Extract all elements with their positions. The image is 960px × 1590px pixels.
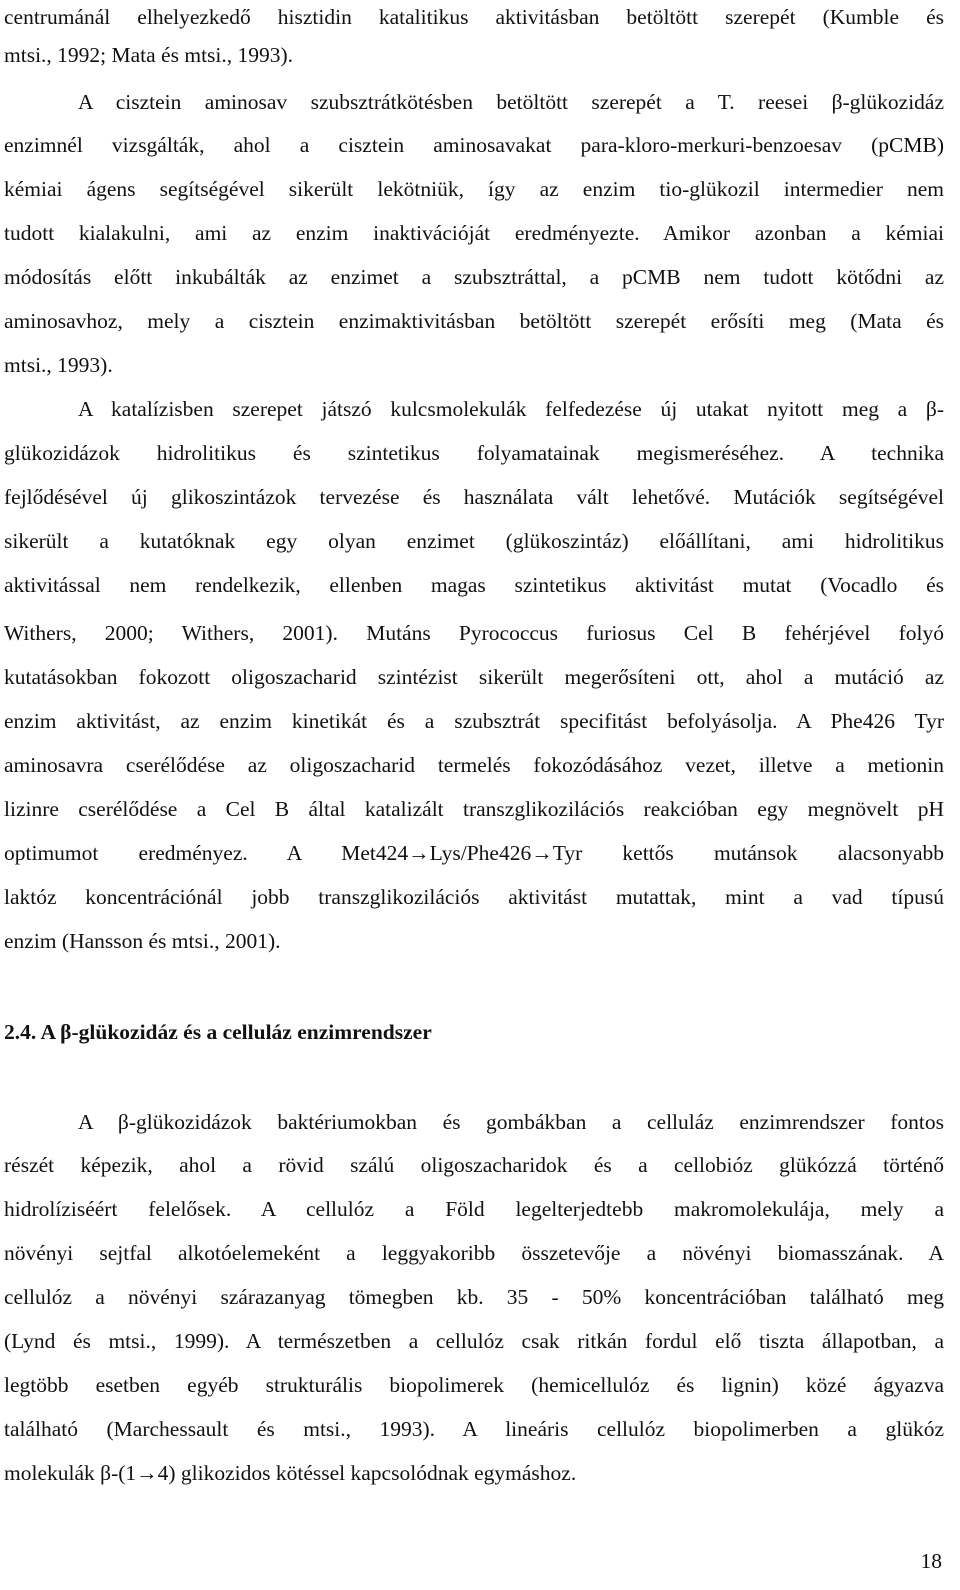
section-heading: 2.4. A β-glükozidáz és a celluláz enzimrendszer [4, 1020, 432, 1044]
text-line: cellulóz a növényi szárazanyag tömegben kb. 35 - 50% koncentrációban található meg [4, 1285, 944, 1309]
text-line: található (Marchessault és mtsi., 1993). A lineáris cellulóz biopolimerben a glükóz [4, 1417, 944, 1441]
text-line: kémiai ágens segítségével sikerült lekötniük, így az enzim tio-glükozil intermedier nem [4, 177, 944, 201]
text-line: tudott kialakulni, ami az enzim inaktivációját eredményezte. Amikor azonban a kémiai [4, 221, 944, 245]
text-line: lizinre cserélődése a Cel B által katalizált transzglikozilációs reakcióban egy megnövelt pH [4, 797, 944, 821]
text-line: molekulák β-(1→4) glikozidos kötéssel kapcsolódnak egymáshoz. [4, 1461, 577, 1485]
text-line: növényi sejtfal alkotóelemeként a leggyakoribb összetevője a növényi biomasszának. A [4, 1241, 944, 1265]
text-line: mtsi., 1993). [4, 353, 113, 377]
text-line: enzimnél vizsgálták, ahol a cisztein aminosavakat para-kloro-merkuri-benzoesav (pCMB) [4, 133, 944, 157]
text-line: aminosavra cserélődése az oligoszacharid termelés fokozódásához vezet, illetve a metionin [4, 753, 944, 777]
text-line: laktóz koncentrációnál jobb transzglikozilációs aktivitást mutattak, mint a vad típusú [4, 885, 944, 909]
text-line: mtsi., 1992; Mata és mtsi., 1993). [4, 43, 294, 67]
text-line: (Lynd és mtsi., 1999). A természetben a cellulóz csak ritkán fordul elő tiszta állapotban, a [4, 1329, 944, 1353]
text-line: kutatásokban fokozott oligoszacharid szintézist sikerült megerősíteni ott, ahol a mutáció az [4, 665, 944, 689]
text-line: glükozidázok hidrolitikus és szintetikus folyamatainak megismeréséhez. A technika [4, 441, 944, 465]
text-line: enzim (Hansson és mtsi., 2001). [4, 929, 281, 953]
text-line: Withers, 2000; Withers, 2001). Mutáns Pyrococcus furiosus Cel B fehérjével folyó [4, 621, 944, 645]
text-line: módosítás előtt inkubálták az enzimet a szubsztráttal, a pCMB nem tudott kötődni az [4, 265, 944, 289]
text-line: centrumánál elhelyezkedő hisztidin katalitikus aktivitásban betöltött szerepét (Kumble és [4, 5, 944, 29]
text-line: fejlődésével új glikoszintázok tervezése és használata vált lehetővé. Mutációk segítségével [4, 485, 944, 509]
text-line: enzim aktivitást, az enzim kinetikát és a szubsztrát specifitást befolyásolja. A Phe426 Tyr [4, 709, 944, 733]
text-line: aminosavhoz, mely a cisztein enzimaktivitásban betöltött szerepét erősíti meg (Mata és [4, 309, 944, 333]
text-line: A cisztein aminosav szubsztrátkötésben betöltött szerepét a T. reesei β-glükozidáz [78, 90, 944, 114]
text-line: aktivitással nem rendelkezik, ellenben magas szintetikus aktivitást mutat (Vocadlo és [4, 573, 944, 597]
text-line: hidrolíziséért felelősek. A cellulóz a Föld legelterjedtebb makromolekulája, mely a [4, 1197, 944, 1221]
text-line: sikerült a kutatóknak egy olyan enzimet (glükoszintáz) előállítani, ami hidrolitikus [4, 529, 944, 553]
page-number: 18 [920, 1549, 942, 1573]
text-line: legtöbb esetben egyéb strukturális biopolimerek (hemicellulóz és lignin) közé ágyazva [4, 1373, 944, 1397]
text-line: A katalízisben szerepet játszó kulcsmolekulák felfedezése új utakat nyitott meg a β- [78, 397, 944, 421]
text-line: optimumot eredményez. A Met424→Lys/Phe426→Tyr kettős mutánsok alacsonyabb [4, 841, 944, 865]
text-line: részét képezik, ahol a rövid szálú oligoszacharidok és a cellobióz glükózzá történő [4, 1153, 944, 1177]
text-line: A β-glükozidázok baktériumokban és gombákban a celluláz enzimrendszer fontos [78, 1110, 944, 1134]
